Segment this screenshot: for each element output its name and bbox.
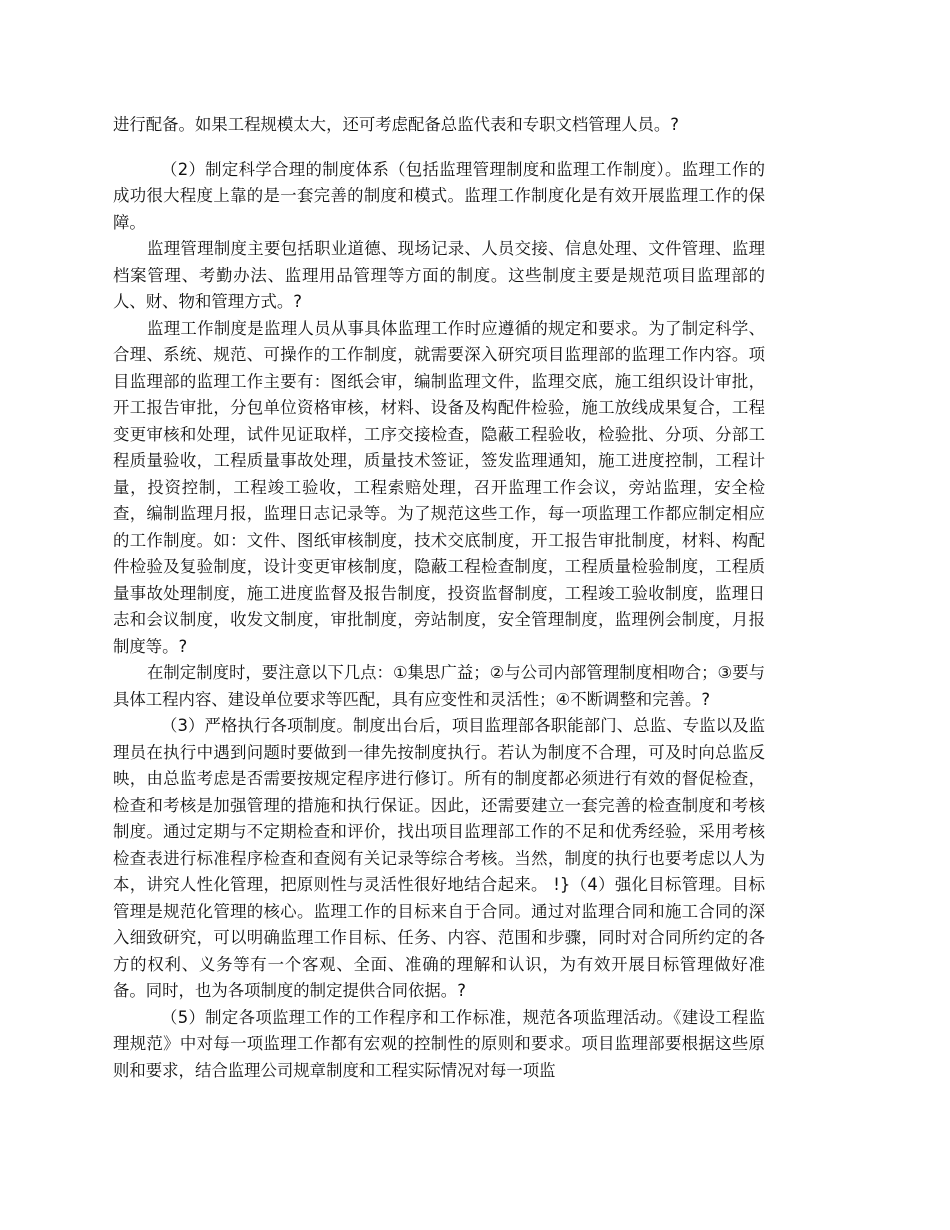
paragraph-notes: 在制定制度时，要注意以下几点：①集思广益；②与公司内部管理制度相吻合；③要与具体工程内容、建设单位要求等匹配，具有应变性和灵活性；④不断调整和完善。? (113, 663, 765, 709)
paragraph-section-2: （2）制定科学合理的制度体系（包括监理管理制度和监理工作制度）。监理工作的成功很大程度上靠的是一套完善的制度和模式。监理工作制度化是有效开展监理工作的保障。 (113, 159, 765, 232)
paragraph-section-5: （5）制定各项监理工作的工作程序和工作标准，规范各项监理活动。《建设工程监理规范》中对每一项监理工作都有宏观的控制性的原则和要求。项目监理部要根据这些原则和要求，结合监理公司规章制度和工程实际情况对每一项监 (113, 1007, 765, 1080)
document-page (113, 112, 765, 1084)
paragraph-continuation: 进行配备。如果工程规模太大，还可考虑配备总监代表和专职文档管理人员。? (113, 115, 679, 134)
paragraph-section-3: （3）严格执行各项制度。制度出台后，项目监理部各职能部门、总监、专监以及监理员在执行中遇到问题时要做到一律先按制度执行。若认为制度不合理，可及时向总监反映，由总监考虑是否需要按规定程序进行修订。所有的制度都必须进行有效的督促检查，检查和考核是加强管理的措施和执行保证。因此，还需要建立一套完善的检查制度和考核制度。通过定期与不定期检查和评价，找出项目监理部工作的不足和优秀经验，采用考核检查表进行标准程序检查和查阅有关记录等综合考核。当然，制度的执行也要考虑以人为本，讲究人性化管理，把原则性与灵活性很好地结合起来。 !}（4）强化目标管理。目标管理是规范化管理的核心。监理工作的目标来自于合同。通过对监理合同和施工合同的深入细致研究，可以明确监理工作目标、任务、内容、范围和步骤，同时对合同所约定的各方的权利、义务等有一个客观、全面、准确的理解和认识，为有效开展目标管理做好准备。同时，也为各项制度的制定提供合同依据。? (113, 716, 765, 1000)
paragraph-work-rules: 监理工作制度是监理人员从事具体监理工作时应遵循的规定和要求。为了制定科学、合理、系统、规范、可操作的工作制度，就需要深入研究项目监理部的监理工作内容。项目监理部的监理工作主要有：图纸会审，编制监理文件，监理交底，施工组织设计审批，开工报告审批，分包单位资格审核，材料、设备及构配件检验，施工放线成果复合，工程变更审核和处理，试件见证取样，工序交接检查，隐蔽工程验收，检验批、分项、分部工程质量验收，工程质量事故处理，质量技术签证，签发监理通知，施工进度控制，工程计量，投资控制，工程竣工验收，工程索赔处理，召开监理工作会议，旁站监理，安全检查，编制监理月报，监理日志记录等。为了规范这些工作，每一项监理工作都应制定相应的工作制度。如：文件、图纸审核制度，技术交底制度，开工报告审批制度，材料、构配件检验及复验制度，设计变更审核制度，隐蔽工程检查制度，工程质量检验制度，工程质量事故处理制度，施工进度监督及报告制度，投资监督制度，工程竣工验收制度，监理日志和会议制度，收发文制度，审批制度，旁站制度，安全管理制度，监理例会制度，月报制度等。? (113, 318, 765, 656)
paragraph-management-rules: 监理管理制度主要包括职业道德、现场记录、人员交接、信息处理、文件管理、监理档案管理、考勤办法、监理用品管理等方面的制度。这些制度主要是规范项目监理部的人、财、物和管理方式。? (113, 239, 765, 311)
